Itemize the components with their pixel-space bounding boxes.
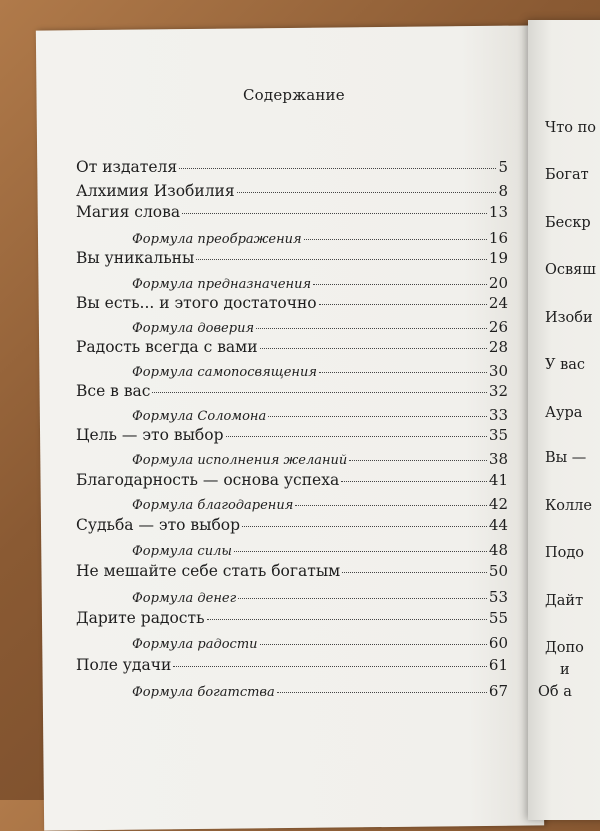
toc-entry [76, 656, 508, 674]
toc-entry-page: 38 [488, 450, 508, 468]
toc-entry-page: 20 [488, 274, 508, 292]
right-page-line: и [560, 662, 570, 678]
toc-entry-title: Формула исполнения желаний [132, 453, 348, 468]
toc-entry-title: Формула силы [132, 544, 232, 559]
toc-entry-title: Формула радости [132, 637, 258, 652]
toc-entry-title: Формула самопосвящения [132, 365, 317, 380]
toc-entry [76, 158, 508, 176]
toc-title: Содержание [243, 86, 345, 104]
leader-dots [260, 348, 487, 349]
toc-entry [76, 516, 508, 534]
right-page-line: Бескр [545, 215, 591, 231]
right-page-line: Вы — [545, 450, 587, 466]
toc-entry [76, 609, 508, 627]
toc-entry-title: Формула денег [132, 591, 237, 606]
toc-entry-formula [132, 682, 508, 700]
toc-entry-title: Магия слова [76, 203, 181, 221]
leader-dots [242, 526, 487, 527]
toc-entry-page: 26 [488, 318, 508, 336]
leader-dots [152, 392, 486, 393]
toc-entry-page: 67 [488, 682, 508, 700]
leader-dots [341, 481, 487, 482]
toc-entry [76, 562, 508, 580]
toc-entry-title: Формула преображения [132, 232, 302, 247]
toc-entry-page: 53 [488, 588, 508, 606]
right-page-line: Что по [545, 120, 596, 136]
leader-dots [226, 436, 487, 437]
toc-entry-formula [132, 495, 508, 513]
toc-entry-page: 55 [488, 609, 508, 627]
leader-dots [196, 259, 487, 260]
leader-dots [256, 328, 487, 329]
toc-entry-title: Алхимия Изобилия [76, 182, 235, 200]
toc-entry-page: 16 [488, 229, 508, 247]
right-page-line: Аура [545, 405, 583, 421]
leader-dots [182, 213, 487, 214]
toc-entry-page: 48 [488, 541, 508, 559]
toc-entry-title: Цель — это выбор [76, 426, 224, 444]
leader-dots [313, 284, 487, 285]
toc-entry-title: Не мешайте себе стать богатым [76, 562, 341, 580]
leader-dots [207, 619, 487, 620]
toc-entry-formula [132, 318, 508, 336]
right-page-line: Дайт [545, 593, 584, 609]
right-page-line: Колле [545, 498, 592, 514]
leader-dots [260, 644, 487, 645]
toc-entry-formula [132, 588, 508, 606]
toc-entry-page: 42 [488, 495, 508, 513]
toc-entry-title: Формула Соломона [132, 409, 267, 424]
toc-entry-formula [132, 541, 508, 559]
toc-entry-page: 60 [488, 634, 508, 652]
toc-entry-title: Дарите радость [76, 609, 205, 627]
right-page-line: Подо [545, 545, 585, 561]
toc-entry-page: 30 [488, 362, 508, 380]
toc-entry-page: 50 [488, 562, 508, 580]
toc-entry-formula [132, 362, 508, 380]
toc-entry [76, 382, 508, 400]
right-page-line: Допо [545, 640, 584, 656]
toc-entry-page: 5 [498, 158, 508, 176]
toc-entry-page: 19 [488, 249, 508, 267]
leader-dots [179, 168, 496, 169]
toc-entry [76, 182, 508, 200]
right-page-line: Богат [545, 167, 589, 183]
toc-entry-page: 35 [488, 426, 508, 444]
toc-entry-title: Судьба — это выбор [76, 516, 241, 534]
toc-entry-page: 28 [488, 338, 508, 356]
leader-dots [173, 666, 487, 667]
leader-dots [268, 416, 487, 417]
toc-entry-title: Формула благодарения [132, 498, 294, 513]
right-page-line: У вас [545, 357, 586, 373]
right-page-line: Изоби [545, 310, 593, 326]
toc-entry [76, 249, 508, 267]
leader-dots [237, 192, 497, 193]
leader-dots [319, 372, 487, 373]
toc-entry-page: 33 [488, 406, 508, 424]
leader-dots [295, 505, 487, 506]
toc-entry-title: Формула богатства [132, 685, 275, 700]
toc-entry [76, 338, 508, 356]
toc-entry-title: Радость всегда с вами [76, 338, 258, 356]
toc-entry-formula [132, 229, 508, 247]
toc-entry [76, 294, 508, 312]
toc-entry-title: Формула доверия [132, 321, 255, 336]
leader-dots [234, 551, 487, 552]
toc-entry-page: 41 [488, 471, 508, 489]
toc-entry-formula [132, 450, 508, 468]
toc-entry-page: 44 [488, 516, 508, 534]
toc-entry-page: 32 [488, 382, 508, 400]
leader-dots [319, 304, 487, 305]
leader-dots [304, 239, 487, 240]
toc-entry-page: 13 [488, 203, 508, 221]
toc-entry-title: Вы есть... и этого достаточно [76, 294, 317, 312]
toc-entry [76, 203, 508, 221]
right-page-line: Освяш [545, 262, 596, 278]
toc-entry-formula [132, 634, 508, 652]
toc-entry-title: От издателя [76, 158, 178, 176]
toc-entry [76, 471, 508, 489]
toc-entry-title: Формула предназначения [132, 277, 312, 292]
leader-dots [238, 598, 487, 599]
leader-dots [349, 460, 487, 461]
toc-entry-page: 8 [498, 182, 508, 200]
toc-entry-page: 61 [488, 656, 508, 674]
toc-entry-page: 24 [488, 294, 508, 312]
toc-entry-formula [132, 406, 508, 424]
leader-dots [277, 692, 487, 693]
toc-entry-title: Поле удачи [76, 656, 172, 674]
leader-dots [342, 572, 487, 573]
toc-entry-title: Благодарность — основа успеха [76, 471, 340, 489]
toc-entry [76, 426, 508, 444]
right-page-line: Об а [538, 684, 572, 700]
toc-entry-title: Все в вас [76, 382, 151, 400]
toc-entry-title: Вы уникальны [76, 249, 195, 267]
toc-entry-formula [132, 274, 508, 292]
